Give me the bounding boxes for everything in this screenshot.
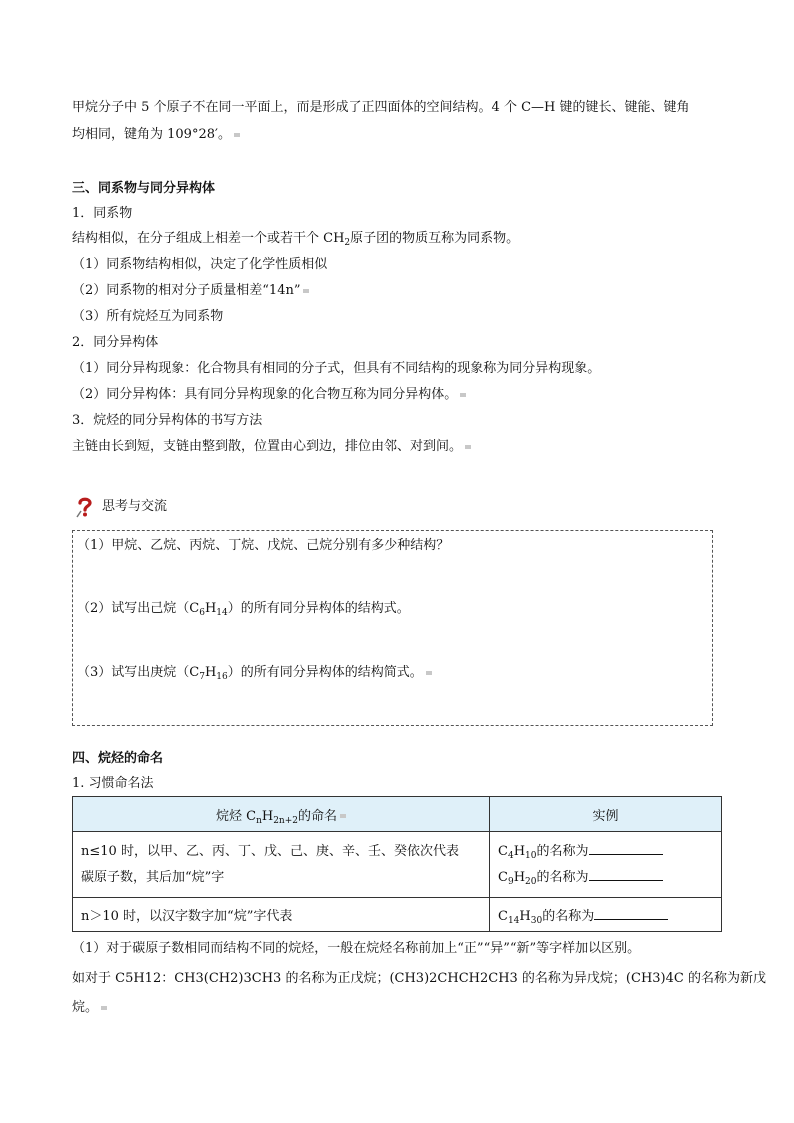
section-4-title: 四、烷烃的命名 — [72, 751, 164, 766]
edit-mark-icon — [303, 289, 309, 293]
table-header-rule: 烷烃 $C_nH_{2n+2}$的命名 — [73, 797, 490, 832]
answer-blank[interactable] — [589, 867, 663, 881]
edit-mark-icon — [465, 445, 471, 449]
table-cell-rule: n≤10 时，以甲、乙、丙、丁、戊、己、庚、辛、壬、癸依次代表 碳原子数，其后加“烷”字 — [73, 832, 490, 898]
homolog-item-2: （2）同系物的相对分子质量相差“14n” — [72, 282, 309, 300]
homolog-definition: 结构相似，在分子组成上相差一个或若干个 $CH_2$原子团的物质互称为同系物。 — [72, 231, 520, 248]
isomer-item-1: （1）同分异构现象：化合物具有相同的分子式，但具有不同结构的现象称为同分异构现象。 — [72, 361, 601, 376]
table-cell-example: $C_4H_{10}$的名称为 $C_9H_{20}$的名称为 — [490, 832, 722, 898]
table-header-example: 实例 — [490, 797, 722, 832]
question-2: （2）试写出己烷$(C_6H_{14})$的所有同分异构体的结构式。 — [77, 601, 410, 618]
intro-line-2: 均相同，键角为 109°28′。 — [72, 126, 240, 144]
question-3: （3）试写出庚烷$(C_7H_{16})$的所有同分异构体的结构简式。 — [77, 664, 432, 682]
edit-mark-icon — [340, 814, 346, 818]
question-mark-icon — [76, 496, 94, 518]
isomer-item-2: （2）同分异构体：具有同分异构现象的化合物互称为同分异构体。 — [72, 386, 466, 404]
subsection-common-naming-title: 1. 习惯命名法 — [72, 776, 154, 791]
subsection-homologs-title: 1．同系物 — [72, 206, 133, 221]
table-header-row — [73, 797, 722, 832]
think-exchange-title: 思考与交流 — [102, 499, 168, 514]
table-cell-rule: n＞10 时，以汉字数字加“烷”字代表 — [73, 898, 490, 932]
table-row — [73, 898, 722, 932]
question-1: （1）甲烷、乙烷、丙烷、丁烷、戊烷、己烷分别有多少种结构？ — [77, 538, 450, 553]
subsection-method-title: 3．烷烃的同分异构体的书写方法 — [72, 413, 263, 428]
homolog-item-1: （1）同系物结构相似，决定了化学性质相似 — [72, 257, 328, 272]
naming-note-line-3: 烷。 — [72, 999, 107, 1017]
answer-blank[interactable] — [594, 906, 668, 920]
table-row — [73, 832, 722, 898]
intro-line-1: 甲烷分子中 5 个原子不在同一平面上，而是形成了正四面体的空间结构。4 个 C—H 键的键长、键能、键角 — [72, 100, 690, 115]
table-cell-example: $C_{14}H_{30}$的名称为 — [490, 898, 722, 932]
subsection-isomers-title: 2．同分异构体 — [72, 335, 159, 350]
method-rule: 主链由长到短，支链由整到散，位置由心到边，排位由邻、对到间。 — [72, 438, 471, 456]
naming-note-line-1: （1）对于碳原子数相同而结构不同的烷烃，一般在烷烃名称前加上“正”“异”“新”等字样加以区别。 — [72, 941, 641, 956]
homolog-item-3: （3）所有烷烃互为同系物 — [72, 309, 224, 324]
edit-mark-icon — [460, 393, 466, 397]
edit-mark-icon — [101, 1006, 107, 1010]
answer-blank[interactable] — [589, 841, 663, 855]
naming-note-line-2: 如对于 C5H12：CH3(CH2)3CH3 的名称为正戊烷；(CH3)2CHCH2CH3 的名称为异戊烷；(CH3)4C 的名称为新戊 — [72, 971, 766, 986]
section-3-title: 三、同系物与同分异构体 — [72, 181, 216, 196]
naming-table — [72, 796, 722, 932]
edit-mark-icon — [234, 133, 240, 137]
think-exchange-box — [72, 530, 713, 726]
edit-mark-icon — [426, 671, 432, 675]
